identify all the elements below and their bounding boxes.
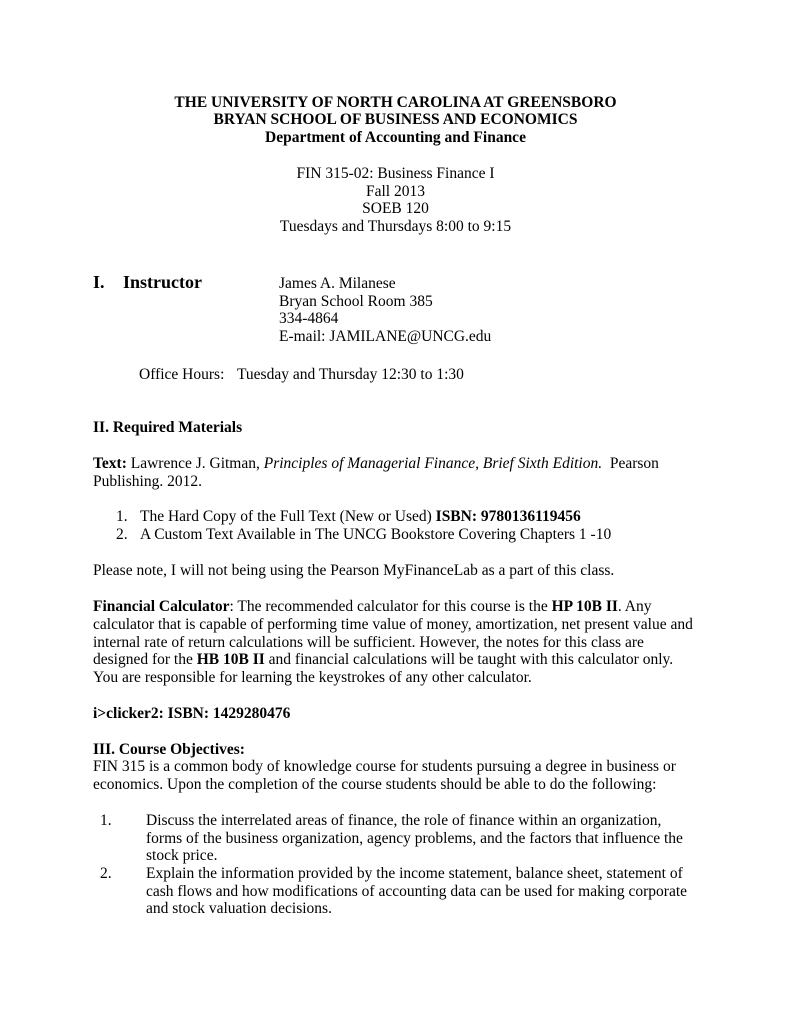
- office-hours-label: Office Hours:: [139, 366, 225, 383]
- material-option-2-text: A Custom Text Available in The UNCG Bookstore Covering Chapters 1 -10: [140, 526, 612, 543]
- objectives-heading: III. Course Objectives:: [93, 741, 245, 758]
- calculator-line-4: [93, 651, 713, 669]
- calculator-model-1: HP 10B II: [551, 598, 618, 615]
- calculator-line-2: calculator that is capable of performing time value of money, amortization, net present value and: [93, 616, 693, 633]
- course-title: FIN 315-02: Business Finance I: [296, 165, 495, 182]
- objective-2-line-2: cash flows and how modifications of accounting data can be used for making corporate: [146, 883, 688, 900]
- text-publisher-2: Publishing. 2012.: [93, 473, 202, 490]
- material-option-2-num: 2.: [116, 526, 128, 543]
- text-publisher-1: Pearson: [602, 455, 659, 472]
- text-line-1: [93, 455, 693, 473]
- objective-1-line-3: stock price.: [146, 847, 218, 864]
- material-option-1: [140, 508, 700, 526]
- objective-2-num: 2.: [100, 865, 112, 882]
- calculator-text-1a: : The recommended calculator for this course is the: [229, 598, 552, 615]
- calculator-text-1c: . Any: [617, 598, 652, 615]
- instructor-section-number: I.: [93, 272, 105, 292]
- office-hours-value: Tuesday and Thursday 12:30 to 1:30: [237, 366, 464, 383]
- objective-1-line-2: forms of the business organization, agency problems, and the factors that influence the: [146, 830, 683, 847]
- school-title: BRYAN SCHOOL OF BUSINESS AND ECONOMICS: [213, 111, 578, 128]
- material-option-1-text: The Hard Copy of the Full Text (New or Used): [140, 508, 436, 525]
- calculator-line-1: [93, 598, 713, 616]
- university-title: THE UNIVERSITY OF NORTH CAROLINA AT GREENSBORO: [174, 94, 617, 111]
- objectives-intro-2: economics. Upon the completion of the course students should be able to do the following:: [93, 776, 657, 793]
- objective-2-line-1: Explain the information provided by the income statement, balance sheet, statement of: [146, 865, 683, 882]
- instructor-name: James A. Milanese: [279, 275, 396, 292]
- instructor-phone: 334-4864: [279, 310, 339, 327]
- myfinancelab-note: Please note, I will not being using the Pearson MyFinanceLab as a part of this class.: [93, 562, 615, 579]
- instructor-email: E-mail: JAMILANE@UNCG.edu: [279, 328, 492, 345]
- material-option-1-isbn: ISBN: 9780136119456: [435, 508, 581, 525]
- objectives-intro-1: FIN 315 is a common body of knowledge course for students pursuing a degree in business or: [93, 758, 676, 775]
- objective-1-num: 1.: [100, 812, 112, 829]
- calculator-text-4a: designed for the: [93, 651, 197, 668]
- calculator-text-4c: and financial calculations will be taught with this calculator only.: [264, 651, 674, 668]
- material-option-1-num: 1.: [116, 508, 128, 525]
- calculator-model-2: HB 10B II: [196, 651, 265, 668]
- instructor-office: Bryan School Room 385: [279, 293, 433, 310]
- course-room: SOEB 120: [362, 200, 429, 217]
- objective-2-line-3: and stock valuation decisions.: [146, 900, 332, 917]
- calculator-label: Financial Calculator: [93, 598, 230, 615]
- calculator-line-3: internal rate of return calculations will be sufficient. However, the notes for this class are: [93, 634, 644, 651]
- text-author: Lawrence J. Gitman,: [126, 455, 264, 472]
- course-term: Fall 2013: [366, 183, 425, 200]
- course-schedule: Tuesdays and Thursdays 8:00 to 9:15: [279, 218, 512, 235]
- calculator-line-5: You are responsible for learning the keystrokes of any other calculator.: [93, 669, 532, 686]
- department-title: Department of Accounting and Finance: [265, 129, 526, 146]
- text-label: Text:: [93, 455, 127, 472]
- objective-1-line-1: Discuss the interrelated areas of finance, the role of finance within an organization,: [146, 812, 662, 829]
- clicker-line: i>clicker2: ISBN: 1429280476: [93, 705, 291, 722]
- text-book-title: Principles of Managerial Finance, Brief Sixth Edition.: [263, 455, 603, 472]
- instructor-heading: Instructor: [123, 272, 202, 292]
- materials-heading: II. Required Materials: [93, 419, 243, 436]
